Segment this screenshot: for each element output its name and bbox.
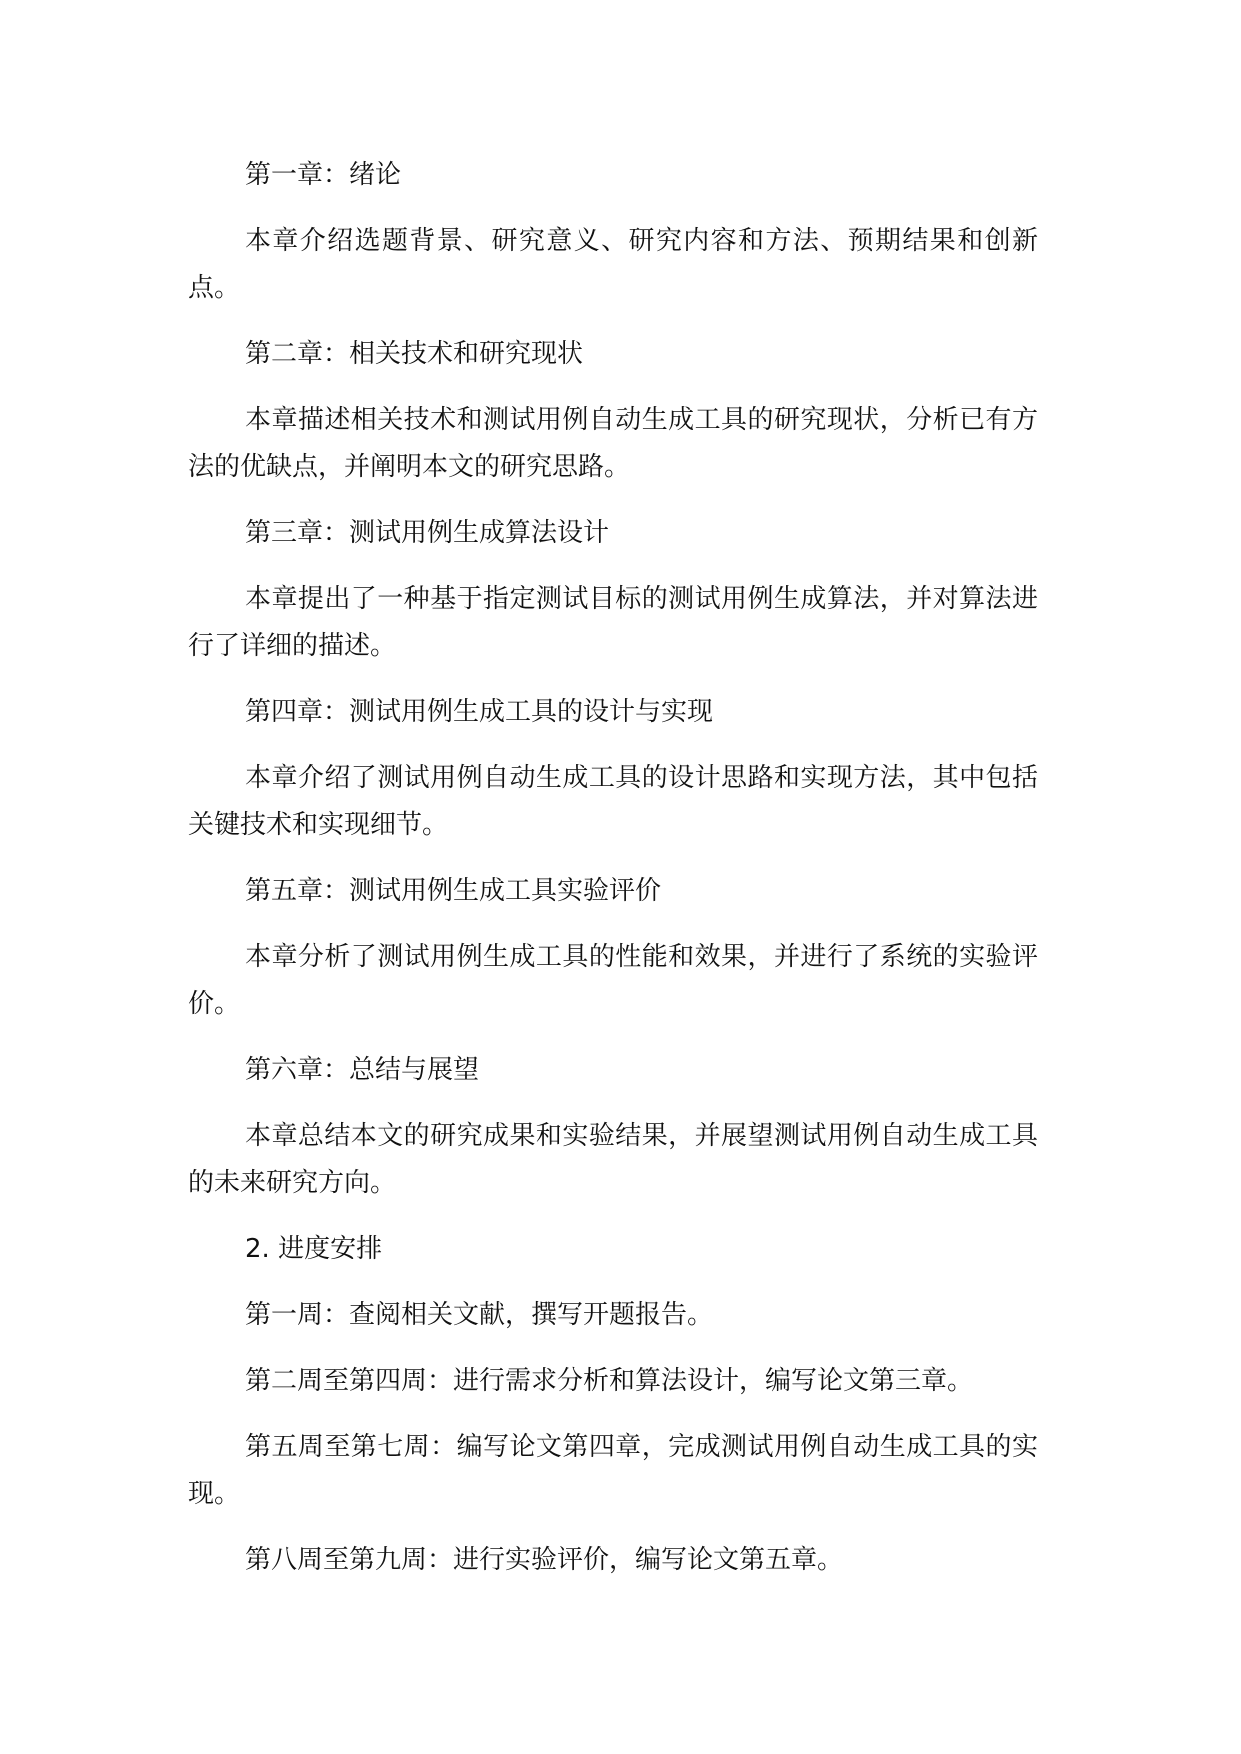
chapter-1-description: 本章介绍选题背景、研究意义、研究内容和方法、预期结果和创新点。 [188, 226, 1038, 303]
schedule-item-weeks-2-4: 第二周至第四周：进行需求分析和算法设计，编写论文第三章。 [245, 1366, 974, 1396]
chapter-6-description: 本章总结本文的研究成果和实验结果，并展望测试用例自动生成工具的未来研究方向。 [188, 1121, 1038, 1198]
chapter-4-description: 本章介绍了测试用例自动生成工具的设计思路和实现方法，其中包括关键技术和实现细节。 [188, 763, 1038, 840]
chapter-2-heading: 第二章：相关技术和研究现状 [245, 339, 584, 369]
chapter-3-description: 本章提出了一种基于指定测试目标的测试用例生成算法，并对算法进行了详细的描述。 [188, 584, 1038, 661]
chapter-3-heading: 第三章：测试用例生成算法设计 [245, 518, 610, 548]
document-body [188, 152, 1038, 1603]
schedule-item-week-1: 第一周：查阅相关文献，撰写开题报告。 [245, 1300, 714, 1330]
schedule-item-weeks-8-9: 第八周至第九周：进行实验评价，编写论文第五章。 [245, 1545, 844, 1575]
chapter-4-heading: 第四章：测试用例生成工具的设计与实现 [245, 697, 714, 727]
chapter-5-heading: 第五章：测试用例生成工具实验评价 [245, 876, 662, 906]
chapter-2-description: 本章描述相关技术和测试用例自动生成工具的研究现状，分析已有方法的优缺点，并阐明本文的研究思路。 [188, 405, 1038, 482]
chapter-6-heading: 第六章：总结与展望 [245, 1055, 480, 1085]
schedule-item-weeks-5-7: 第五周至第七周：编写论文第四章，完成测试用例自动生成工具的实现。 [188, 1432, 1038, 1509]
schedule-heading: 2. 进度安排 [245, 1234, 383, 1264]
chapter-5-description: 本章分析了测试用例生成工具的性能和效果，并进行了系统的实验评价。 [188, 942, 1038, 1019]
chapter-1-heading: 第一章：绪论 [245, 160, 402, 190]
